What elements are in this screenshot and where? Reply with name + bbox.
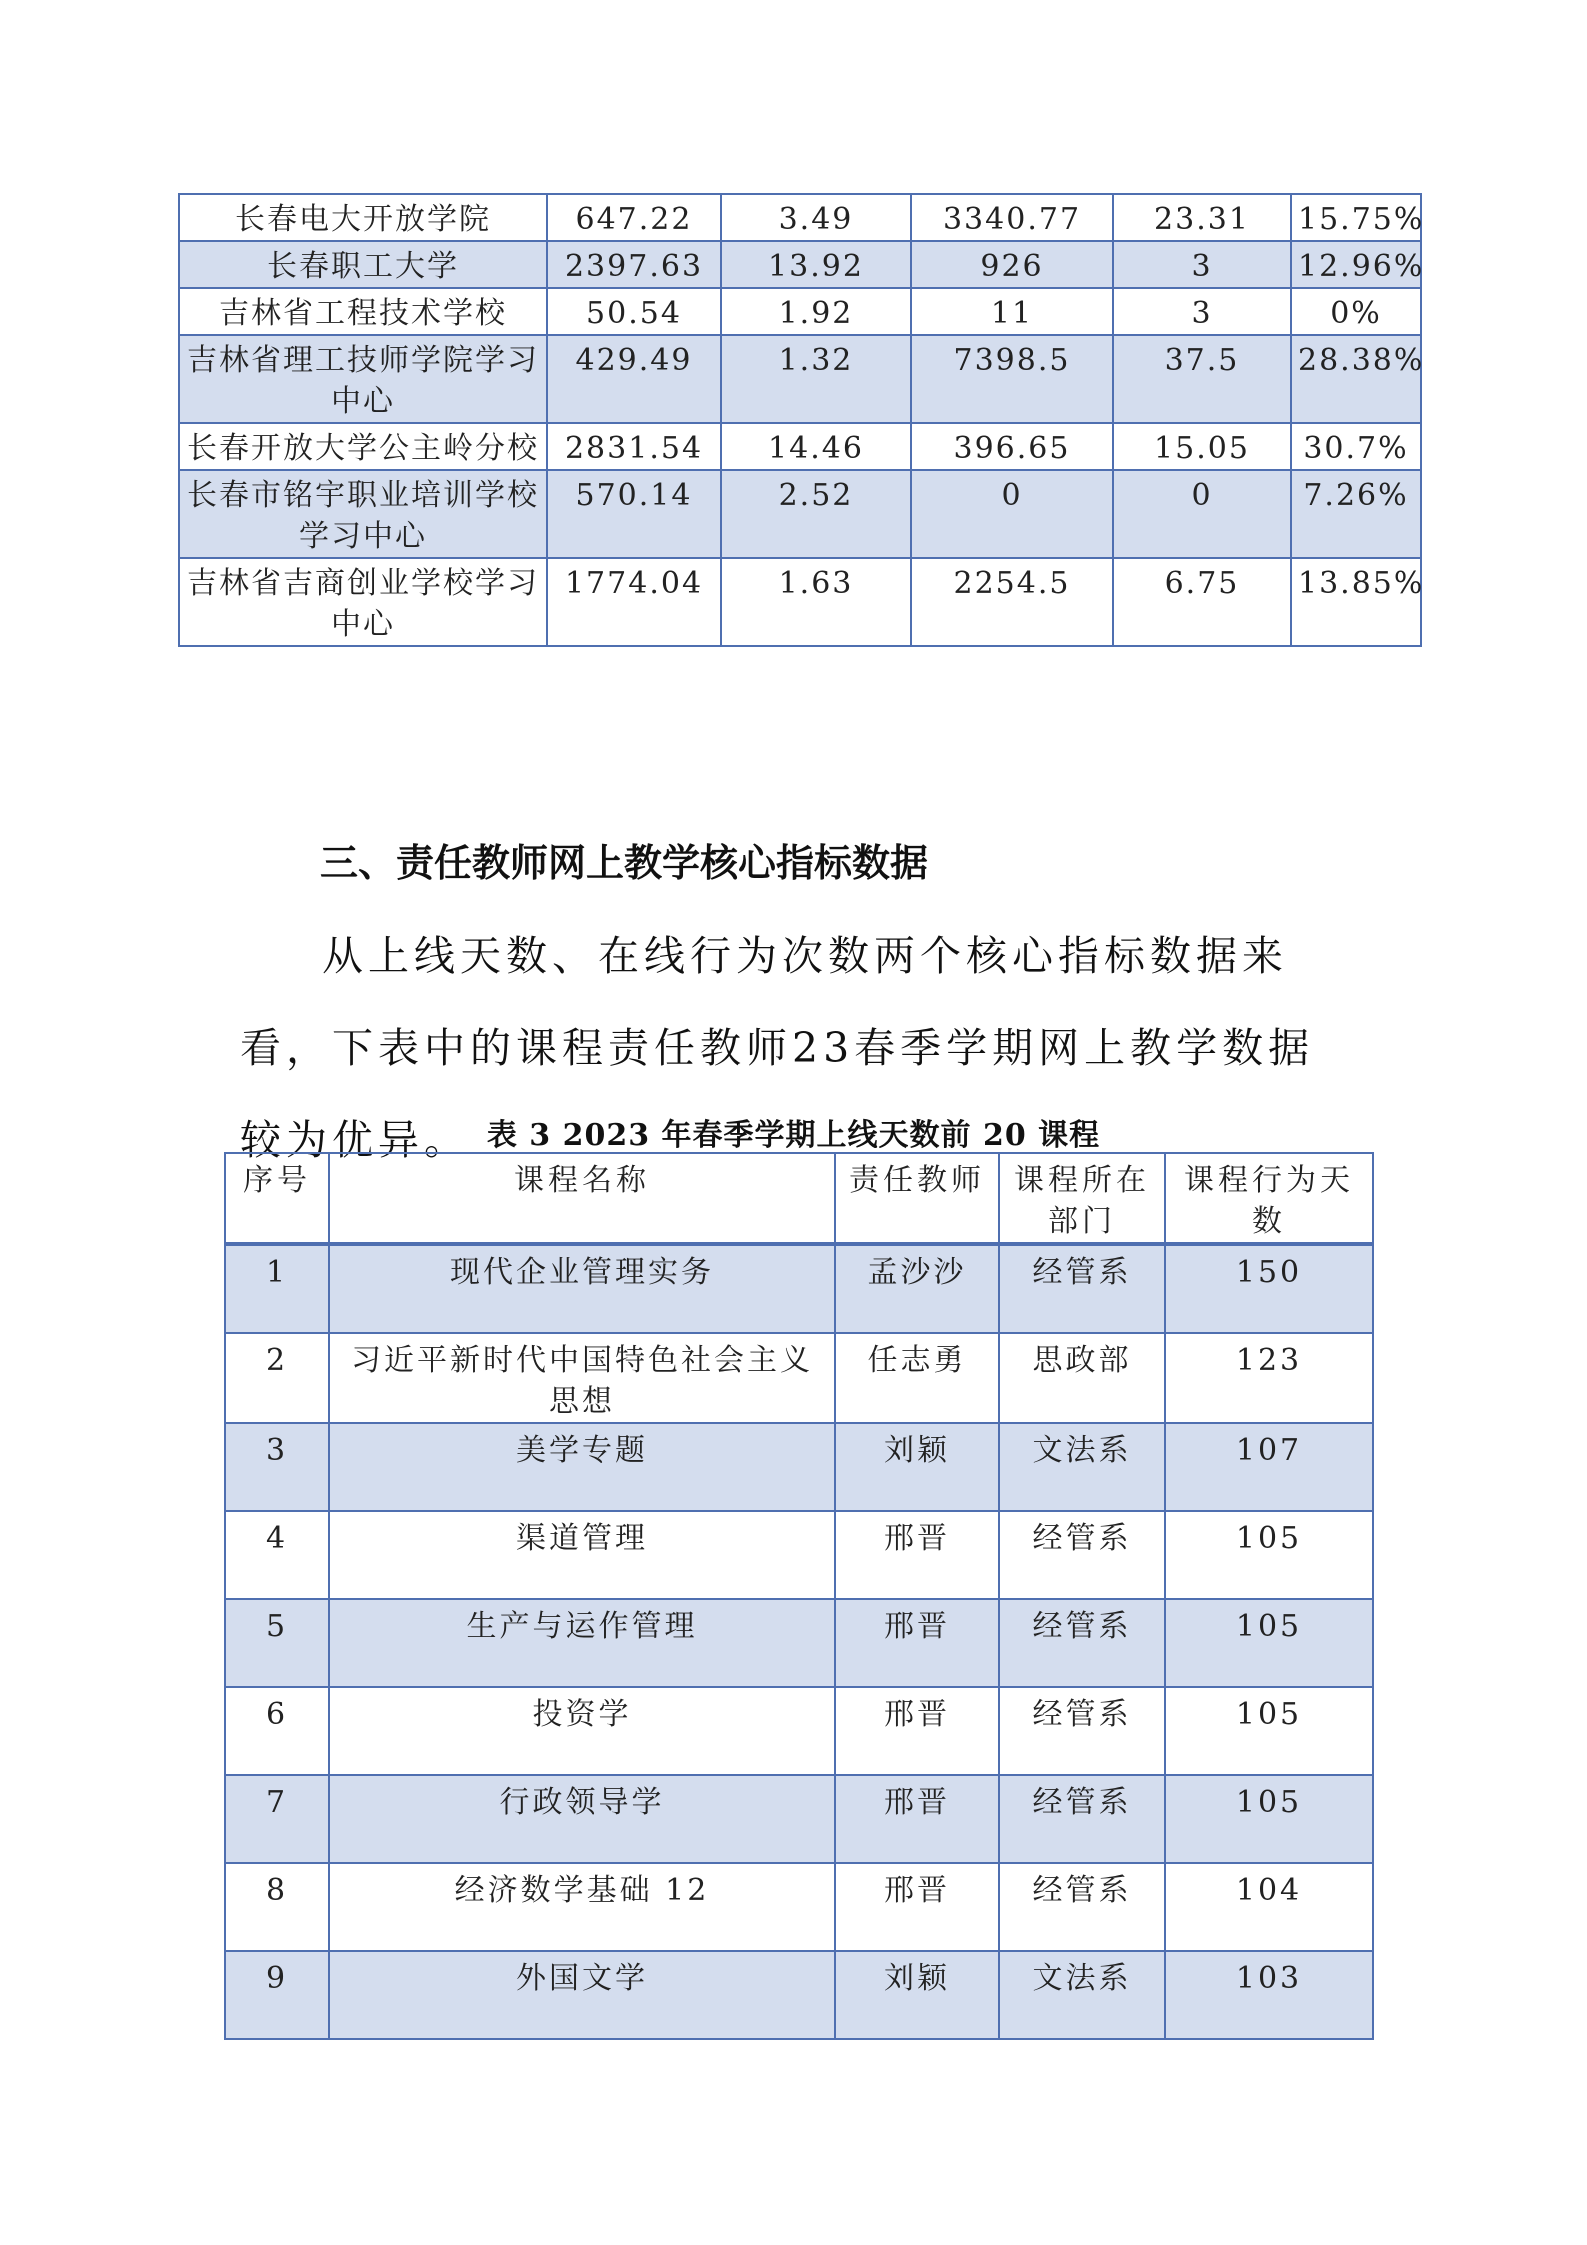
value-cell: 1.32 — [721, 335, 911, 423]
index-cell: 9 — [225, 1951, 329, 2039]
value-cell: 7398.5 — [911, 335, 1113, 423]
activity-days-cell: 107 — [1165, 1423, 1373, 1511]
table-row — [225, 1244, 1373, 1333]
teacher-cell: 孟沙沙 — [835, 1244, 999, 1333]
index-cell: 7 — [225, 1775, 329, 1863]
table-row — [179, 241, 1421, 288]
teacher-cell: 邢晋 — [835, 1511, 999, 1599]
value-cell: 429.49 — [547, 335, 721, 423]
section-paragraph: 从上线天数、在线行为次数两个核心指标数据来看，下表中的课程责任教师23春季学期网上教学数据较为优异。 — [240, 932, 1315, 1164]
department-cell: 思政部 — [999, 1333, 1165, 1423]
teacher-cell: 邢晋 — [835, 1599, 999, 1687]
table-row — [225, 1511, 1373, 1599]
table-row — [225, 1423, 1373, 1511]
header-course-name: 课程名称 — [329, 1153, 835, 1244]
value-cell: 3 — [1113, 241, 1291, 288]
table-row — [179, 194, 1421, 241]
table-row — [179, 470, 1421, 558]
percent-cell: 12.96% — [1291, 241, 1421, 288]
table-row — [225, 1775, 1373, 1863]
percent-cell: 0% — [1291, 288, 1421, 335]
course-name-cell: 习近平新时代中国特色社会主义思想 — [329, 1333, 835, 1423]
index-cell: 1 — [225, 1244, 329, 1333]
course-name-cell: 渠道管理 — [329, 1511, 835, 1599]
department-cell: 经管系 — [999, 1511, 1165, 1599]
header-teacher: 责任教师 — [835, 1153, 999, 1244]
table-row — [225, 1333, 1373, 1423]
course-name-cell: 行政领导学 — [329, 1775, 835, 1863]
header-index: 序号 — [225, 1153, 329, 1244]
department-cell: 文法系 — [999, 1423, 1165, 1511]
value-cell: 3340.77 — [911, 194, 1113, 241]
school-name-cell: 长春市铭宇职业培训学校学习中心 — [179, 470, 547, 558]
section-heading: 三、责任教师网上教学核心指标数据 — [320, 841, 929, 885]
value-cell: 0 — [1113, 470, 1291, 558]
value-cell: 50.54 — [547, 288, 721, 335]
percent-cell: 7.26% — [1291, 470, 1421, 558]
school-name-cell: 吉林省吉商创业学校学习中心 — [179, 558, 547, 646]
school-name-cell: 长春开放大学公主岭分校 — [179, 423, 547, 470]
index-cell: 8 — [225, 1863, 329, 1951]
department-cell: 经管系 — [999, 1244, 1165, 1333]
department-cell: 经管系 — [999, 1775, 1165, 1863]
activity-days-cell: 105 — [1165, 1687, 1373, 1775]
teacher-cell: 邢晋 — [835, 1863, 999, 1951]
course-name-cell: 外国文学 — [329, 1951, 835, 2039]
department-cell: 经管系 — [999, 1687, 1165, 1775]
value-cell: 11 — [911, 288, 1113, 335]
department-cell: 文法系 — [999, 1951, 1165, 2039]
percent-cell: 28.38% — [1291, 335, 1421, 423]
percent-cell: 13.85% — [1291, 558, 1421, 646]
activity-days-cell: 105 — [1165, 1599, 1373, 1687]
header-department: 课程所在部门 — [999, 1153, 1165, 1244]
department-cell: 经管系 — [999, 1599, 1165, 1687]
index-cell: 3 — [225, 1423, 329, 1511]
course-name-cell: 经济数学基础 12 — [329, 1863, 835, 1951]
value-cell: 2.52 — [721, 470, 911, 558]
table3-caption: 表 3 2023 年春季学期上线天数前 20 课程 — [486, 1118, 1101, 1153]
table-row — [225, 1687, 1373, 1775]
percent-cell: 30.7% — [1291, 423, 1421, 470]
activity-days-cell: 150 — [1165, 1244, 1373, 1333]
course-name-cell: 美学专题 — [329, 1423, 835, 1511]
table-row — [225, 1599, 1373, 1687]
index-cell: 6 — [225, 1687, 329, 1775]
value-cell: 2254.5 — [911, 558, 1113, 646]
school-name-cell: 吉林省理工技师学院学习中心 — [179, 335, 547, 423]
course-name-cell: 投资学 — [329, 1687, 835, 1775]
teacher-cell: 邢晋 — [835, 1687, 999, 1775]
value-cell: 1.63 — [721, 558, 911, 646]
school-name-cell: 长春电大开放学院 — [179, 194, 547, 241]
value-cell: 0 — [911, 470, 1113, 558]
value-cell: 15.05 — [1113, 423, 1291, 470]
table-row — [225, 1863, 1373, 1951]
value-cell: 396.65 — [911, 423, 1113, 470]
value-cell: 1774.04 — [547, 558, 721, 646]
table-row — [179, 423, 1421, 470]
activity-days-cell: 105 — [1165, 1775, 1373, 1863]
activity-days-cell: 104 — [1165, 1863, 1373, 1951]
activity-days-cell: 103 — [1165, 1951, 1373, 2039]
header-activity-days: 课程行为天数 — [1165, 1153, 1373, 1244]
school-name-cell: 吉林省工程技术学校 — [179, 288, 547, 335]
percent-cell: 15.75% — [1291, 194, 1421, 241]
value-cell: 13.92 — [721, 241, 911, 288]
teacher-cell: 任志勇 — [835, 1333, 999, 1423]
teacher-cell: 刘颖 — [835, 1951, 999, 2039]
index-cell: 2 — [225, 1333, 329, 1423]
value-cell: 3.49 — [721, 194, 911, 241]
activity-days-cell: 123 — [1165, 1333, 1373, 1423]
activity-days-cell: 105 — [1165, 1511, 1373, 1599]
teacher-cell: 邢晋 — [835, 1775, 999, 1863]
department-cell: 经管系 — [999, 1863, 1165, 1951]
value-cell: 647.22 — [547, 194, 721, 241]
table-row — [179, 335, 1421, 423]
table-row — [225, 1951, 1373, 2039]
table-row — [179, 558, 1421, 646]
value-cell: 3 — [1113, 288, 1291, 335]
school-name-cell: 长春职工大学 — [179, 241, 547, 288]
table3-header-row — [225, 1153, 1373, 1244]
table-row — [179, 288, 1421, 335]
course-name-cell: 现代企业管理实务 — [329, 1244, 835, 1333]
value-cell: 6.75 — [1113, 558, 1291, 646]
value-cell: 37.5 — [1113, 335, 1291, 423]
value-cell: 14.46 — [721, 423, 911, 470]
value-cell: 23.31 — [1113, 194, 1291, 241]
value-cell: 570.14 — [547, 470, 721, 558]
value-cell: 2397.63 — [547, 241, 721, 288]
value-cell: 926 — [911, 241, 1113, 288]
teacher-cell: 刘颖 — [835, 1423, 999, 1511]
value-cell: 1.92 — [721, 288, 911, 335]
index-cell: 4 — [225, 1511, 329, 1599]
school-stats-table — [178, 193, 1425, 647]
value-cell: 2831.54 — [547, 423, 721, 470]
top-courses-table — [224, 1152, 1374, 2040]
index-cell: 5 — [225, 1599, 329, 1687]
course-name-cell: 生产与运作管理 — [329, 1599, 835, 1687]
